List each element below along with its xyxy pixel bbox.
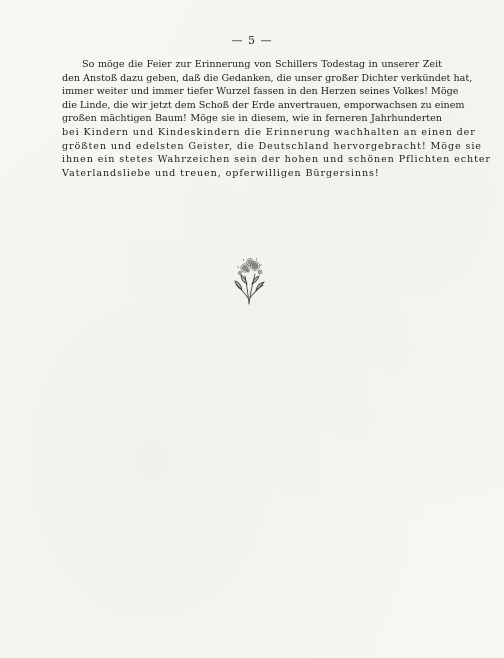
text-line: So möge die Feier zur Erinnerung von Schillers Todestag in unserer Zeit [82, 59, 442, 70]
text-line: größten und edelsten Geister, die Deutschland hervorgebracht! Möge sie [62, 140, 482, 152]
floral-vignette-icon [229, 254, 269, 306]
text-line: ihnen ein stetes Wahrzeichen sein der hohen und schönen Pflichten echter [62, 154, 491, 166]
body-paragraph [62, 58, 491, 180]
page-number: — 5 — [231, 34, 273, 47]
text-line: die Linde, die wir jetzt dem Schoß der Erde anvertrauen, emporwachsen zu einem [62, 99, 465, 111]
text-line: großen mächtigen Baum! Möge sie in diesem, wie in ferneren Jahrhunderten [62, 113, 442, 125]
text-line: den Anstoß dazu geben, daß die Gedanken, die unser großer Dichter verkündet hat, [62, 72, 473, 84]
text-line: immer weiter und immer tiefer Wurzel fassen in den Herzen seines Volkes! Möge [62, 86, 459, 98]
text-line: bei Kindern und Kindeskindern die Erinnerung wachhalten an einen der [62, 126, 476, 138]
text-line: Vaterlandsliebe und treuen, opferwilligen Bürgersinns! [62, 167, 380, 179]
